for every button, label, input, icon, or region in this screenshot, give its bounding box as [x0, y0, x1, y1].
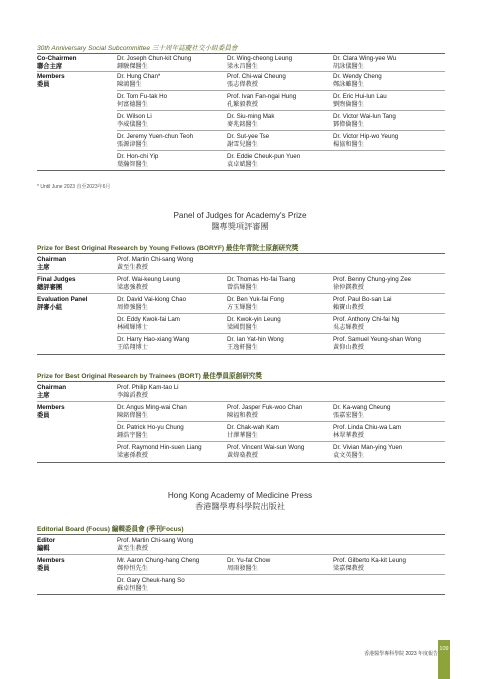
- member-cell: Dr. Wing-cheong Leung 梁永昌醫生: [227, 55, 293, 70]
- member-cell: Dr. Thomas Ho-fai Tsang 曾浩輝醫生: [227, 276, 296, 291]
- member-cell: Dr. Ian Yat-hin Wong 王逸軒醫生: [227, 336, 284, 351]
- role-chairman: Chairman 主席: [37, 256, 67, 271]
- panel-title-zh: 醫專獎項評審團: [211, 222, 269, 231]
- section-heading-boryf: Prize for Best Original Research by Young Fellows (BORYF) 最佳年青院士原創研究獎: [37, 245, 299, 252]
- member-cell: Dr. Harry Hao-xiang Wang 王皓翔博士: [117, 336, 190, 351]
- footnote: * Until June 2023 直至2023年6月: [37, 184, 111, 190]
- divider: [37, 53, 445, 54]
- panel-title-en: Panel of Judges for Academy's Prize: [173, 211, 307, 220]
- member-cell: Prof. Ivan Fan-ngai Hung 孔繁毅教授: [227, 93, 297, 108]
- member-cell: Prof. Paul Bo-san Lai 賴寶山教授: [333, 296, 392, 311]
- member-cell: Dr. Hung Chan* 陳鴻醫生: [117, 73, 161, 88]
- member-cell: Dr. Victor Wai-lun Tang 鄧偉倫醫生: [333, 113, 396, 128]
- member-cell: Dr. Wilson Li 李威儀醫生: [117, 113, 152, 128]
- divider: [117, 441, 445, 442]
- member-cell: Prof. Linda Chiu-wa Lam 林翠華教授: [333, 424, 402, 439]
- divider: [117, 110, 445, 111]
- member-cell: Dr. Eddy Kwok-fai Lam 林國輝博士: [117, 316, 180, 331]
- page-number-tab: [438, 640, 450, 679]
- divider: [37, 534, 445, 535]
- role-members: Members 委員: [37, 557, 65, 572]
- member-cell: Dr. Victor Hip-wo Yeung 楊協和醫生: [333, 133, 399, 148]
- member-cell: Prof. Jasper Fuk-woo Chan 陳福和教授: [227, 404, 303, 419]
- member-cell: Dr. Tom Fu-tak Ho 何富德醫生: [117, 93, 168, 108]
- divider: [117, 313, 445, 314]
- divider: [117, 150, 445, 151]
- member-cell: Mr. Aaron Chung-hang Cheng 鄭仲恒先生: [117, 557, 200, 572]
- member-cell: Dr. Siu-ming Mak 麥兆銘醫生: [227, 113, 275, 128]
- divider: [37, 594, 445, 595]
- member-cell: Prof. Samuel Yeung-shan Wong 黃仰山教授: [333, 336, 421, 351]
- page-number: 109: [439, 646, 449, 652]
- divider: [117, 130, 445, 131]
- divider: [37, 293, 445, 294]
- divider: [37, 401, 445, 402]
- divider: [37, 71, 445, 72]
- member-cell: Dr. Chak-wah Kam 甘澤華醫生: [227, 424, 279, 439]
- member-cell: Dr. Joseph Chun-kit Chung 鍾駿傑醫生: [117, 55, 192, 70]
- member-cell: Dr. Patrick Ho-yu Chung 鍾浩宇醫生: [117, 424, 184, 439]
- member-cell: Dr. Ben Yuk-fai Fong 方玉輝醫生: [227, 296, 284, 311]
- role-chairman: Chairman 主席: [37, 384, 67, 399]
- member-cell: Dr. Clara Wing-yee Wu 胡詠儀醫生: [333, 55, 397, 70]
- divider: [37, 381, 445, 382]
- press-title-en: Hong Kong Academy of Medicine Press: [167, 491, 313, 500]
- divider: [37, 354, 445, 355]
- section-heading-focus: Editorial Board (Focus) 編輯委員會 (季刊Focus): [37, 526, 184, 533]
- member-cell: Dr. Ka-wang Cheung 張嘉宏醫生: [333, 404, 391, 419]
- member-cell: Dr. Angus Ming-wai Chan 陳銘偉醫生: [117, 404, 187, 419]
- press-title-zh: 香港醫學專科學院出版社: [194, 502, 286, 511]
- member-cell: Prof. Chi-wai Cheung 張志偉教授: [227, 73, 286, 88]
- member-cell: Dr. Wendy Cheng 鄭詠雖醫生: [333, 73, 382, 88]
- member-cell: Dr. Hon-chi Yip 葉瀚智醫生: [117, 153, 159, 168]
- role-members: Members 委員: [37, 73, 65, 88]
- member-cell: Dr. Eric Hui-lun Lau 劉煦倫醫生: [333, 93, 387, 108]
- section-heading-bort: Prize for Best Original Research by Trainees (BORT) 最佳學員原創研究獎: [37, 373, 262, 380]
- member-cell: Prof. Philip Kam-tao Li 李錦滔教授: [117, 384, 179, 399]
- member-cell: Dr. Yu-fat Chow 周雨發醫生: [227, 557, 271, 572]
- member-cell: Prof. Anthony Chi-fai Ng 吳志輝教授: [333, 316, 400, 331]
- member-cell: Dr. Vivian Man-ying Yuen 袁文英醫生: [333, 444, 403, 459]
- role-evaluation-panel: Evaluation Panel 評審小組: [37, 296, 88, 311]
- divider: [37, 253, 445, 254]
- divider: [117, 333, 445, 334]
- member-cell: Prof. Vincent Wai-sun Wong 黃煒燊教授: [227, 444, 305, 459]
- divider: [37, 554, 445, 555]
- member-cell: Dr. Jeremy Yuen-chun Teoh 張源津醫生: [117, 133, 194, 148]
- member-cell: Dr. David Vai-kiong Chao 周偉強醫生: [117, 296, 187, 311]
- divider: [117, 421, 445, 422]
- member-cell: Dr. Eddie Cheuk-pun Yuen 袁卓斌醫生: [227, 153, 301, 168]
- divider: [117, 90, 445, 91]
- member-cell: Dr. Kwok-yin Leung 梁國賢醫生: [227, 316, 281, 331]
- member-cell: Prof. Raymond Hin-suen Liang 梁憲孫教授: [117, 444, 202, 459]
- member-cell: Dr. Sut-yee Tse 謝雪兒醫生: [227, 133, 270, 148]
- member-cell: Dr. Gary Cheuk-hang So 蘇卓恒醫生: [117, 577, 185, 592]
- divider: [37, 462, 445, 463]
- member-cell: Prof. Martin Chi-sang Wong 黃至生教授: [117, 537, 194, 552]
- member-cell: Prof. Wai-keung Leung 梁惠強教授: [117, 276, 181, 291]
- role-co-chairmen: Co-Chairmen 聯合主席: [37, 55, 77, 70]
- role-editor: Editor 編輯: [37, 537, 56, 552]
- role-final-judges: Final Judges 總評審團: [37, 276, 76, 291]
- section-heading-30th-anniversary: 30th Anniversary Social Subcommittee 三十周年誌慶社交小組委員會: [37, 45, 238, 52]
- divider: [117, 574, 445, 575]
- role-members: Members 委員: [37, 404, 65, 419]
- footer-report-title: 香港醫學專科學院 2023 年度報告: [364, 651, 438, 657]
- divider: [37, 170, 445, 171]
- member-cell: Prof. Gilberto Ka-kit Leung 梁嘉傑教授: [333, 557, 406, 572]
- divider: [37, 273, 445, 274]
- member-cell: Prof. Martin Chi-sang Wong 黃至生教授: [117, 256, 194, 271]
- member-cell: Prof. Benny Chung-ying Zee 徐仲鍈教授: [333, 276, 412, 291]
